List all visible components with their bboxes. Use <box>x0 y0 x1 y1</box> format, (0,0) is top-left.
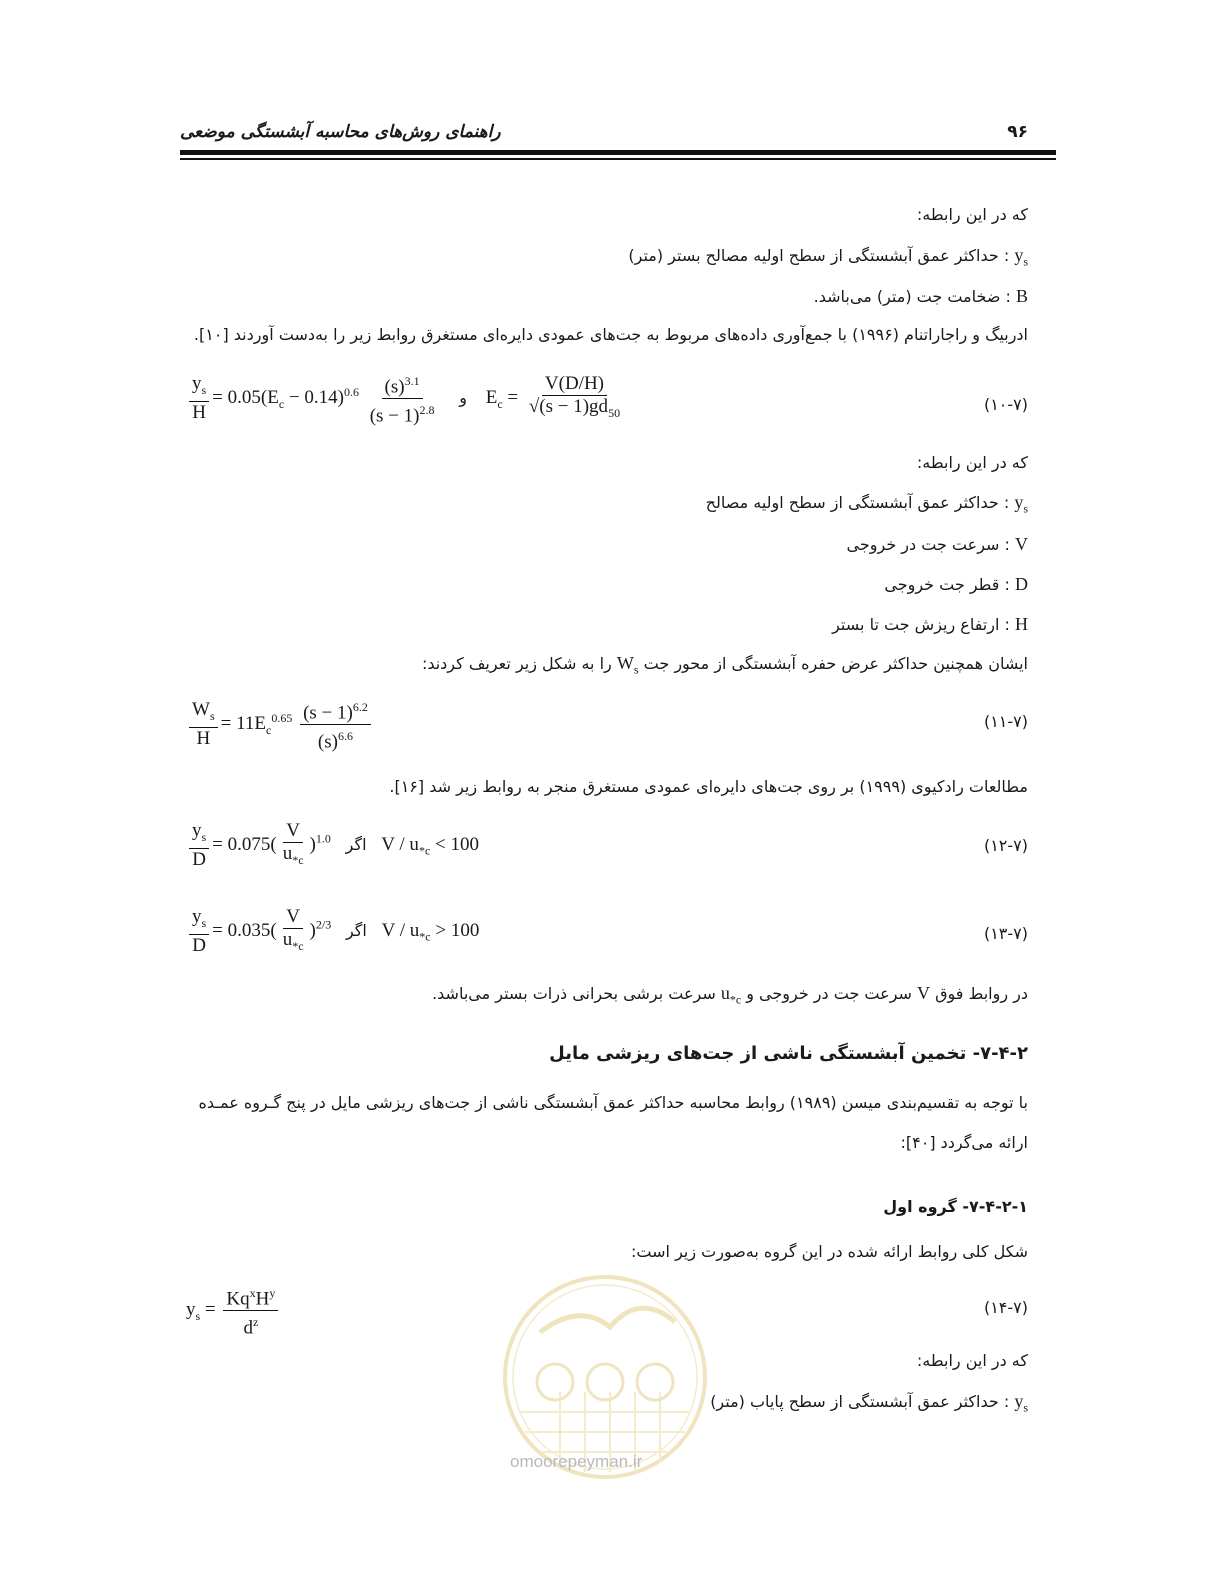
equation-number: (۱۰-۷) <box>983 395 1028 414</box>
definition-text: : ضخامت جت (متر) می‌باشد. <box>813 287 1011 306</box>
definition-text: : حداکثر عمق آبشستگی از سطح اولیه مصالح <box>705 493 1010 512</box>
if-word: اگر <box>345 920 367 940</box>
page-number: ۹۶ <box>1007 122 1028 142</box>
section-heading: ۷-۴-۲- تخمین آبشستگی ناشی از جت‌های ریزشی مایل <box>549 1043 1028 1064</box>
definition-text: : ارتفاع ریزش جت تا بستر <box>832 615 1010 634</box>
paragraph: در روابط فوق V سرعت جت در خروجی و $u_{*c}$ سرعت برشی بحرانی ذرات بستر می‌باشد. <box>432 983 1028 1007</box>
equation-number: (۱۱-۷) <box>983 712 1028 731</box>
definition-b: B : ضخامت جت (متر) می‌باشد. <box>813 286 1028 306</box>
header-rule-thick <box>180 150 1056 155</box>
text-line: که در این رابطه: <box>916 453 1028 472</box>
paragraph-part: در روابط فوق <box>935 984 1028 1003</box>
equation-number: (۱۲-۷) <box>983 836 1028 855</box>
paragraph: ادربیگ و راجاراتنام (۱۹۹۶) با جمع‌آوری داده‌های مربوط به جت‌های عمودی دایره‌ای مستغرق روابط زیر را به‌دست آوردند [۱۰]. <box>193 325 1028 344</box>
watermark-logo <box>500 1272 710 1482</box>
definition-text: : حداکثر عمق آبشستگی از سطح اولیه مصالح بستر (متر) <box>628 246 1010 265</box>
equation-number: (۱۳-۷) <box>983 924 1028 943</box>
header-rule-thin <box>180 158 1056 160</box>
paragraph: مطالعات رادکیوی (۱۹۹۹) بر روی جت‌های دایره‌ای عمودی مستغرق منجر به روابط زیر شد [۱۶]. <box>389 777 1028 796</box>
paragraph-part: سرعت جت در خروجی و <box>746 984 912 1003</box>
watermark-url: omoorepeyman.ir <box>510 1452 643 1471</box>
and-word: و <box>459 388 467 408</box>
text-line: که در این رابطه: <box>916 205 1028 224</box>
text-line: که در این رابطه: <box>916 1351 1028 1370</box>
definition-d: D : قطر جت خروجی <box>884 574 1028 594</box>
definition-ys: $y_s$ : حداکثر عمق آبشستگی از سطح پایاب (متر) <box>710 1391 1028 1415</box>
definition-ys: $y_s$ : حداکثر عمق آبشستگی از سطح اولیه مصالح <box>705 492 1028 516</box>
paragraph: ارائه می‌گردد [۴۰]: <box>900 1133 1028 1152</box>
paragraph-part: ایشان همچنین حداکثر عرض حفره آبشستگی از محور جت <box>643 654 1028 673</box>
equation-11-7: $\frac{W_s}{H}$ = $11E_c^{0.65}$ $\frac{(s - 1)^{6.2}}{(s)^{6.6}}$ <box>186 696 374 754</box>
definition-text: : قطر جت خروجی <box>884 575 1010 594</box>
definition-v: V : سرعت جت در خروجی <box>846 534 1028 554</box>
equation-12-7: $\frac{y_s}{D}$ = 0.075( $\frac{V}{u_{*c}}$ )$^{1.0}$ اگر $V / u_{*c} < 100$ <box>186 820 479 871</box>
equation-10-7: $\frac{y_s}{H}$ = $0.05(E_c - 0.14)^{0.6}$ $\frac{(s)^{3.1}}{(s - 1)^{2.8}}$ و $E_c$ = $\frac{V(D/H)}{√(s - 1)gd_{50}}$ <box>186 370 626 428</box>
definition-text: : حداکثر عمق آبشستگی از سطح پایاب (متر) <box>710 1392 1010 1411</box>
paragraph: با توجه به تقسیم‌بندی میسن (۱۹۸۹) روابط محاسبه حداکثر عمق آبشستگی ناشی از جت‌های ریزشی مایل در پنج گـروه عمـده <box>198 1093 1028 1112</box>
paragraph: ایشان همچنین حداکثر عرض حفره آبشستگی از محور جت $W_s$ را به شکل زیر تعریف کردند: <box>421 653 1028 677</box>
subsection-heading: ۷-۴-۲-۱- گروه اول <box>883 1197 1028 1216</box>
if-word: اگر <box>345 834 367 854</box>
equation-number: (۱۴-۷) <box>983 1298 1028 1317</box>
equation-14-7: $y_s$ = $\frac{Kq^xH^y}{d^z}$ <box>186 1282 281 1340</box>
equation-13-7: $\frac{y_s}{D}$ = 0.035( $\frac{V}{u_{*c}}$ )$^{2/3}$ اگر $V / u_{*c} > 100$ <box>186 906 479 957</box>
paragraph: شکل کلی روابط ارائه شده در این گروه به‌صورت زیر است: <box>631 1242 1028 1261</box>
definition-text: : سرعت جت در خروجی <box>846 535 1010 554</box>
definition-h: H : ارتفاع ریزش جت تا بستر <box>832 614 1028 634</box>
paragraph-part: سرعت برشی بحرانی ذرات بستر می‌باشد. <box>432 984 716 1003</box>
paragraph-part: را به شکل زیر تعریف کردند: <box>421 654 612 673</box>
definition-ys: $y_s$ : حداکثر عمق آبشستگی از سطح اولیه مصالح بستر (متر) <box>628 245 1028 269</box>
running-header-title: راهنمای روش‌های محاسبه آبشستگی موضعی <box>180 122 501 142</box>
